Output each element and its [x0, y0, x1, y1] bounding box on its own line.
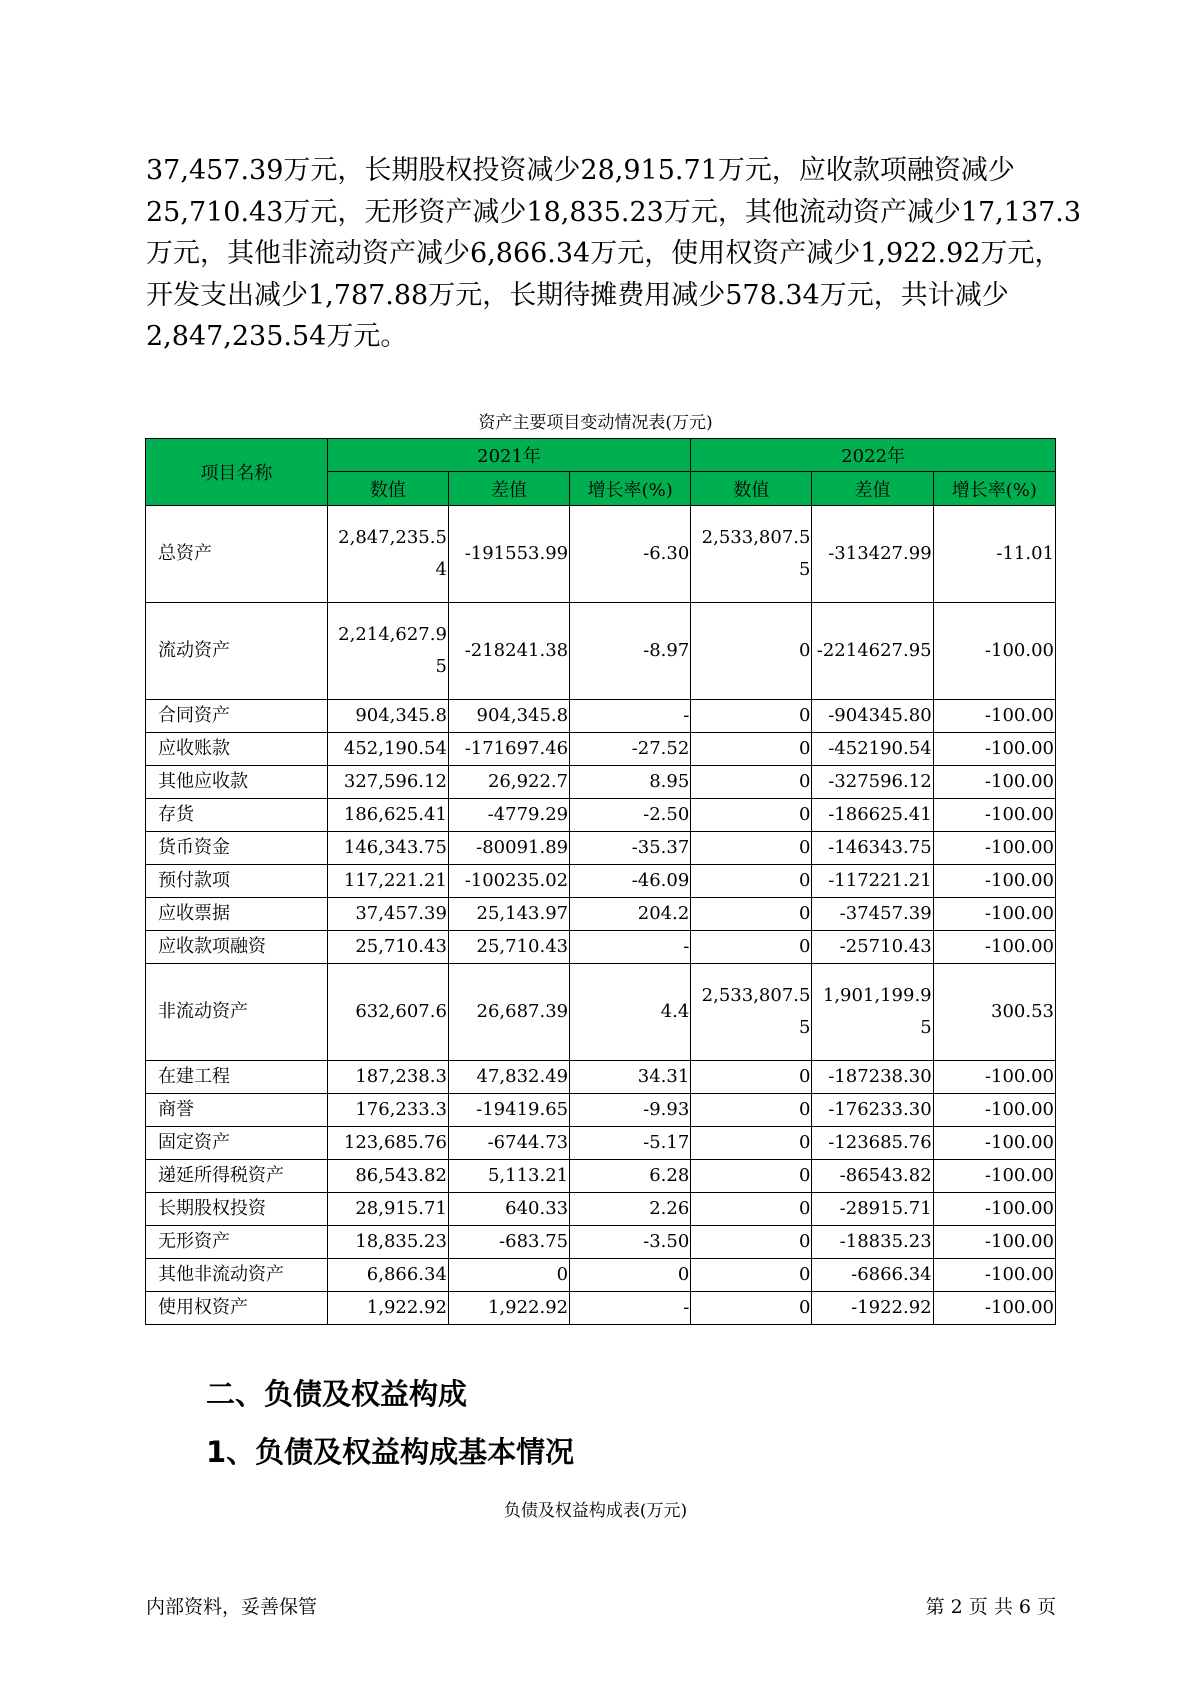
growth-2021-cell: -5.17 [570, 1127, 691, 1160]
table-row [146, 733, 1056, 766]
diff-2022-cell: 1,901,199.95 [812, 964, 933, 1061]
value-2022-cell: 0 [691, 766, 812, 799]
diff-2022-cell: -1922.92 [812, 1292, 933, 1325]
diff-2021-cell: -100235.02 [448, 865, 569, 898]
diff-2022-cell: -313427.99 [812, 506, 933, 603]
diff-2021-cell: 904,345.8 [448, 700, 569, 733]
growth-2022-cell: -100.00 [933, 1193, 1055, 1226]
growth-2022-cell: -100.00 [933, 1127, 1055, 1160]
item-name-cell: 流动资产 [146, 603, 328, 700]
diff-2021-cell: 26,687.39 [448, 964, 569, 1061]
growth-2021-cell: -27.52 [570, 733, 691, 766]
diff-2022-cell: -117221.21 [812, 865, 933, 898]
diff-2022-cell: -186625.41 [812, 799, 933, 832]
diff-2021-cell: 25,143.97 [448, 898, 569, 931]
diff-2021-cell: 26,922.7 [448, 766, 569, 799]
item-name-cell: 递延所得税资产 [146, 1160, 328, 1193]
diff-2021-cell: 25,710.43 [448, 931, 569, 964]
item-name-cell: 在建工程 [146, 1061, 328, 1094]
asset-change-table [145, 438, 1056, 1325]
header-value-2022: 数值 [691, 472, 812, 506]
growth-2022-cell: -100.00 [933, 700, 1055, 733]
growth-2022-cell: -100.00 [933, 931, 1055, 964]
value-2021-cell: 2,214,627.95 [327, 603, 448, 700]
header-growth-2022: 增长率(%) [933, 472, 1055, 506]
header-item-name: 项目名称 [146, 439, 328, 506]
paragraph-line: 37,457.39万元，长期股权投资减少28,915.71万元，应收款项融资减少 [146, 155, 1015, 186]
item-name-cell: 使用权资产 [146, 1292, 328, 1325]
growth-2021-cell: - [570, 1292, 691, 1325]
growth-2021-cell: -8.97 [570, 603, 691, 700]
value-2022-cell: 0 [691, 898, 812, 931]
diff-2021-cell: 640.33 [448, 1193, 569, 1226]
growth-2021-cell: 2.26 [570, 1193, 691, 1226]
item-name-cell: 其他非流动资产 [146, 1259, 328, 1292]
table-row [146, 766, 1056, 799]
diff-2022-cell: -2214627.95 [812, 603, 933, 700]
item-name-cell: 无形资产 [146, 1226, 328, 1259]
growth-2021-cell: - [570, 931, 691, 964]
diff-2022-cell: -86543.82 [812, 1160, 933, 1193]
diff-2021-cell: -218241.38 [448, 603, 569, 700]
item-name-cell: 固定资产 [146, 1127, 328, 1160]
diff-2022-cell: -6866.34 [812, 1259, 933, 1292]
table-row [146, 506, 1056, 603]
item-name-cell: 长期股权投资 [146, 1193, 328, 1226]
header-diff-2021: 差值 [448, 472, 569, 506]
header-diff-2022: 差值 [812, 472, 933, 506]
diff-2022-cell: -176233.30 [812, 1094, 933, 1127]
item-name-cell: 应收票据 [146, 898, 328, 931]
value-2021-cell: 632,607.6 [327, 964, 448, 1061]
header-year-2022: 2022年 [691, 439, 1056, 472]
value-2021-cell: 25,710.43 [327, 931, 448, 964]
header-value-2021: 数值 [327, 472, 448, 506]
value-2022-cell: 2,533,807.55 [691, 964, 812, 1061]
table-row [146, 700, 1056, 733]
value-2021-cell: 28,915.71 [327, 1193, 448, 1226]
growth-2022-cell: -100.00 [933, 1226, 1055, 1259]
value-2021-cell: 37,457.39 [327, 898, 448, 931]
table-row [146, 832, 1056, 865]
value-2022-cell: 2,533,807.55 [691, 506, 812, 603]
diff-2021-cell: -171697.46 [448, 733, 569, 766]
table-row [146, 931, 1056, 964]
value-2022-cell: 0 [691, 1061, 812, 1094]
diff-2021-cell: -19419.65 [448, 1094, 569, 1127]
diff-2022-cell: -25710.43 [812, 931, 933, 964]
growth-2022-cell: -11.01 [933, 506, 1055, 603]
paragraph-line: 开发支出减少1,787.88万元，长期待摊费用减少578.34万元，共计减少 [146, 279, 1009, 311]
diff-2022-cell: -146343.75 [812, 832, 933, 865]
value-2022-cell: 0 [691, 1160, 812, 1193]
body-paragraph [146, 150, 1082, 358]
table-row [146, 603, 1056, 700]
item-name-cell: 存货 [146, 799, 328, 832]
item-name-cell: 非流动资产 [146, 964, 328, 1061]
growth-2022-cell: -100.00 [933, 1061, 1055, 1094]
subsection-heading: 1、负债及权益构成基本情况 [206, 1435, 575, 1469]
value-2021-cell: 187,238.3 [327, 1061, 448, 1094]
table-row [146, 1094, 1056, 1127]
value-2021-cell: 1,922.92 [327, 1292, 448, 1325]
value-2022-cell: 0 [691, 865, 812, 898]
footer-confidential-note: 内部资料，妥善保管 [146, 1596, 318, 1618]
diff-2021-cell: 47,832.49 [448, 1061, 569, 1094]
value-2022-cell: 0 [691, 1226, 812, 1259]
diff-2021-cell: 1,922.92 [448, 1292, 569, 1325]
growth-2021-cell: 0 [570, 1259, 691, 1292]
value-2022-cell: 0 [691, 832, 812, 865]
diff-2021-cell: 5,113.21 [448, 1160, 569, 1193]
item-name-cell: 商誉 [146, 1094, 328, 1127]
value-2022-cell: 0 [691, 1127, 812, 1160]
value-2022-cell: 0 [691, 1094, 812, 1127]
growth-2022-cell: -100.00 [933, 1160, 1055, 1193]
table-row [146, 964, 1056, 1061]
footer-page-number: 第 2 页 共 6 页 [925, 1596, 1056, 1618]
table-row [146, 1127, 1056, 1160]
diff-2022-cell: -37457.39 [812, 898, 933, 931]
growth-2022-cell: -100.00 [933, 603, 1055, 700]
value-2022-cell: 0 [691, 931, 812, 964]
value-2022-cell: 0 [691, 733, 812, 766]
value-2021-cell: 186,625.41 [327, 799, 448, 832]
growth-2022-cell: 300.53 [933, 964, 1055, 1061]
growth-2021-cell: 34.31 [570, 1061, 691, 1094]
header-year-2021: 2021年 [327, 439, 691, 472]
table-row [146, 1193, 1056, 1226]
diff-2021-cell: -80091.89 [448, 832, 569, 865]
diff-2021-cell: -6744.73 [448, 1127, 569, 1160]
growth-2022-cell: -100.00 [933, 733, 1055, 766]
item-name-cell: 预付款项 [146, 865, 328, 898]
table-row [146, 799, 1056, 832]
growth-2021-cell: 204.2 [570, 898, 691, 931]
growth-2021-cell: 8.95 [570, 766, 691, 799]
diff-2022-cell: -123685.76 [812, 1127, 933, 1160]
header-growth-2021: 增长率(%) [570, 472, 691, 506]
diff-2021-cell: -4779.29 [448, 799, 569, 832]
table-row [146, 1259, 1056, 1292]
growth-2021-cell: 6.28 [570, 1160, 691, 1193]
growth-2021-cell: -9.93 [570, 1094, 691, 1127]
table-row [146, 865, 1056, 898]
growth-2022-cell: -100.00 [933, 865, 1055, 898]
value-2021-cell: 86,543.82 [327, 1160, 448, 1193]
growth-2022-cell: -100.00 [933, 898, 1055, 931]
value-2021-cell: 452,190.54 [327, 733, 448, 766]
growth-2021-cell: - [570, 700, 691, 733]
value-2022-cell: 0 [691, 1193, 812, 1226]
growth-2021-cell: -46.09 [570, 865, 691, 898]
item-name-cell: 其他应收款 [146, 766, 328, 799]
value-2022-cell: 0 [691, 1259, 812, 1292]
item-name-cell: 合同资产 [146, 700, 328, 733]
asset-table-caption: 资产主要项目变动情况表(万元) [478, 413, 713, 433]
item-name-cell: 应收款项融资 [146, 931, 328, 964]
diff-2022-cell: -187238.30 [812, 1061, 933, 1094]
table-row [146, 1061, 1056, 1094]
growth-2022-cell: -100.00 [933, 832, 1055, 865]
value-2021-cell: 2,847,235.54 [327, 506, 448, 603]
value-2022-cell: 0 [691, 700, 812, 733]
growth-2022-cell: -100.00 [933, 766, 1055, 799]
value-2021-cell: 123,685.76 [327, 1127, 448, 1160]
diff-2022-cell: -18835.23 [812, 1226, 933, 1259]
diff-2021-cell: -683.75 [448, 1226, 569, 1259]
diff-2022-cell: -452190.54 [812, 733, 933, 766]
value-2021-cell: 146,343.75 [327, 832, 448, 865]
table-row [146, 898, 1056, 931]
table-row [146, 1292, 1056, 1325]
diff-2022-cell: -904345.80 [812, 700, 933, 733]
value-2021-cell: 176,233.3 [327, 1094, 448, 1127]
item-name-cell: 应收账款 [146, 733, 328, 766]
value-2022-cell: 0 [691, 1292, 812, 1325]
section-heading: 二、负债及权益构成 [206, 1377, 468, 1411]
growth-2022-cell: -100.00 [933, 1259, 1055, 1292]
liability-table-caption: 负债及权益构成表(万元) [503, 1501, 688, 1521]
growth-2022-cell: -100.00 [933, 1094, 1055, 1127]
diff-2022-cell: -28915.71 [812, 1193, 933, 1226]
diff-2022-cell: -327596.12 [812, 766, 933, 799]
growth-2021-cell: 4.4 [570, 964, 691, 1061]
growth-2021-cell: -3.50 [570, 1226, 691, 1259]
table-row [146, 1226, 1056, 1259]
value-2021-cell: 18,835.23 [327, 1226, 448, 1259]
growth-2022-cell: -100.00 [933, 799, 1055, 832]
value-2022-cell: 0 [691, 799, 812, 832]
paragraph-line: 2,847,235.54万元。 [146, 321, 408, 352]
value-2022-cell: 0 [691, 603, 812, 700]
item-name-cell: 货币资金 [146, 832, 328, 865]
value-2021-cell: 327,596.12 [327, 766, 448, 799]
growth-2021-cell: -35.37 [570, 832, 691, 865]
paragraph-line: 万元，其他非流动资产减少6,866.34万元，使用权资产减少1,922.92万元， [146, 238, 1062, 269]
value-2021-cell: 117,221.21 [327, 865, 448, 898]
growth-2021-cell: -2.50 [570, 799, 691, 832]
growth-2022-cell: -100.00 [933, 1292, 1055, 1325]
paragraph-line: 25,710.43万元，无形资产减少18,835.23万元，其他流动资产减少17,137.3 [146, 196, 1082, 228]
table-row [146, 1160, 1056, 1193]
diff-2021-cell: 0 [448, 1259, 569, 1292]
value-2021-cell: 904,345.8 [327, 700, 448, 733]
item-name-cell: 总资产 [146, 506, 328, 603]
value-2021-cell: 6,866.34 [327, 1259, 448, 1292]
growth-2021-cell: -6.30 [570, 506, 691, 603]
asset-table-body [146, 506, 1056, 1325]
diff-2021-cell: -191553.99 [448, 506, 569, 603]
